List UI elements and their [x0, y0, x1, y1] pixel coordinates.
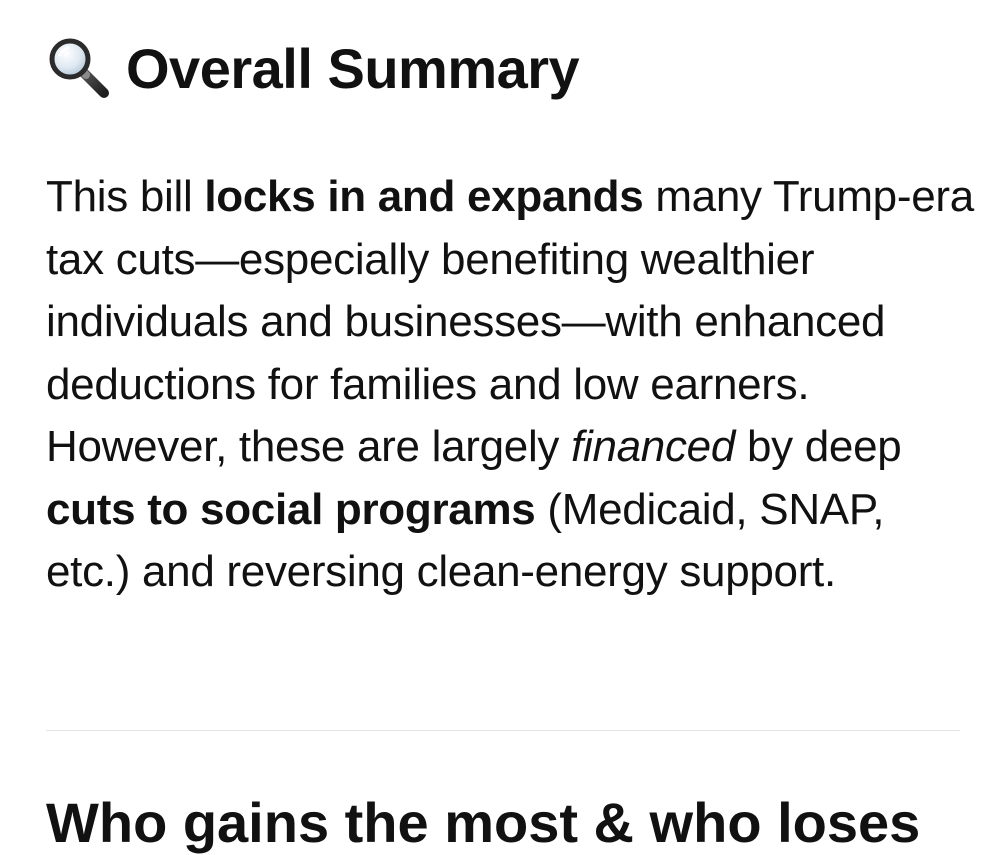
summary-italic-text: financed — [571, 422, 736, 471]
section-heading — [46, 32, 579, 104]
summary-bold-text: cuts to social programs — [46, 484, 536, 534]
section-divider — [46, 730, 960, 731]
magnifying-glass-icon — [46, 35, 112, 101]
summary-text: by deep — [735, 422, 902, 471]
summary-text: (Medicaid, SNAP, etc.) and reversing clean-energy support. — [46, 484, 885, 596]
summary-paragraph — [46, 166, 976, 604]
summary-text: many Trump-era tax cuts—especially benefiting wealthier individuals and businesses—with enhanced deductions for families and low earners. However, these are largely — [46, 172, 974, 471]
next-section-title: Who gains the most & who loses — [46, 791, 921, 854]
section-title: Overall Summary — [126, 36, 580, 100]
summary-text: This bill — [46, 172, 205, 221]
summary-bold-text: locks in and expands — [204, 172, 644, 221]
